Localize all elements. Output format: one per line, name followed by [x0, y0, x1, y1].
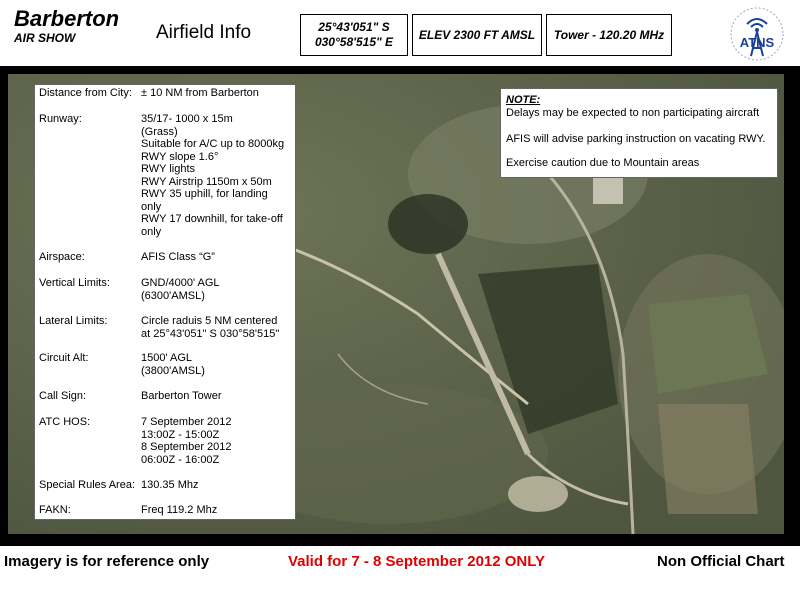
footer-reference-note: Imagery is for reference only [4, 553, 210, 570]
call-sign-value: Barberton Tower [141, 390, 222, 402]
tower-frequency-text: Tower - 120.20 MHz [553, 27, 665, 42]
note-line: AFIS will advise parking instruction on vacating RWY. [506, 133, 766, 145]
special-rules-value: 130.35 Mhz [141, 479, 199, 491]
longitude-text: 030°58'515" E [314, 35, 394, 49]
atns-logo [716, 6, 798, 68]
note-line: Exercise caution due to Mountain areas [506, 157, 700, 169]
page-heading: Airfield Info [156, 22, 252, 43]
fakn-label: FAKN: [39, 504, 71, 516]
distance-value: ± 10 NM from Barberton [141, 87, 259, 99]
show-title: Barberton [14, 6, 120, 31]
latitude-text: 25°43'051" S [318, 20, 390, 34]
hangar-buildings [593, 178, 623, 204]
lateral-limits-label: Lateral Limits: [39, 315, 108, 327]
show-subtitle: AIR SHOW [14, 31, 76, 45]
call-sign-label: Call Sign: [39, 390, 87, 402]
note-line: Delays may be expected to non participating aircraft [506, 107, 760, 119]
lateral-limits-value: Circle raduis 5 NM centered at 25°43'051" S 030°58'515" [141, 315, 280, 340]
atc-hos-value: 7 September 2012 13:00Z - 15:00Z 8 September 2012 06:00Z - 16:00Z [141, 416, 232, 466]
vertical-limits-label: Vertical Limits: [39, 277, 110, 289]
special-rules-label: Special Rules Area: [39, 479, 135, 491]
airspace-value: AFIS Class “G” [141, 251, 215, 263]
footer-official-note: Non Official Chart [657, 553, 785, 570]
logo-text: ATNS [739, 35, 775, 50]
note-panel [500, 88, 778, 178]
tower-frequency-box [546, 14, 672, 56]
atc-hos-label: ATC HOS: [39, 416, 91, 428]
elevation-box [412, 14, 542, 56]
vertical-limits-value: GND/4000' AGL (6300'AMSL) [141, 277, 220, 302]
elevation-text: ELEV 2300 FT AMSL [418, 27, 536, 42]
airspace-label: Airspace: [39, 251, 85, 263]
circuit-alt-value: 1500' AGL (3800'AMSL) [141, 352, 205, 377]
dark-vegetation-patch [388, 194, 468, 254]
footer-validity: Valid for 7 - 8 September 2012 ONLY [288, 553, 546, 570]
runway-label: Runway: [39, 113, 82, 125]
note-heading: NOTE: [506, 94, 541, 106]
airfield-info-panel [34, 84, 296, 520]
fakn-value: Freq 119.2 Mhz [141, 504, 218, 516]
coordinates-box [300, 14, 408, 56]
runway-value: 35/17- 1000 x 15m (Grass) Suitable for A/C up to 8000kg RWY slope 1.6° RWY lights RWY Airstrip 1150m x 50m RWY 35 uphill, for landing only RWY 17 downhill, for take-off only [141, 113, 285, 238]
distance-label: Distance from City: [39, 87, 132, 99]
circuit-alt-label: Circuit Alt: [39, 352, 89, 364]
radio-tower-icon [716, 6, 798, 68]
